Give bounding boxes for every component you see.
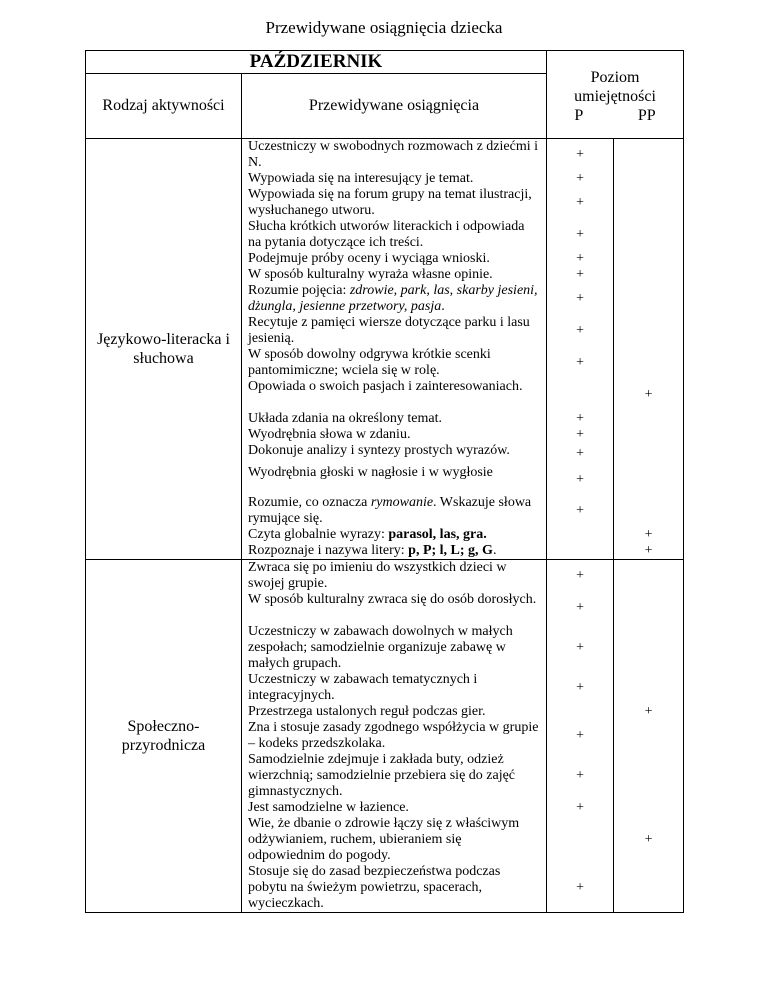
achievement-item: Uczestniczy w zabawach dowolnych w małych zespołach; samodzielnie organizuje zabawę w małych grupach.	[248, 624, 513, 671]
p-mark: +	[576, 227, 584, 242]
level-pp-label: PP	[637, 106, 656, 124]
pp-mark	[614, 624, 683, 672]
p-mark: +	[576, 195, 584, 210]
achievement-item: Recytuje z pamięci wiersze dotyczące parku i lasu jesienią.	[248, 315, 530, 346]
p-mark: +	[576, 472, 584, 487]
pp-mark	[614, 720, 683, 752]
p-mark: +	[576, 680, 584, 695]
pp-mark	[614, 443, 683, 465]
achievements-header: Przewidywane osiągnięcia	[242, 74, 547, 139]
category-cell	[86, 139, 242, 560]
achievement-item: Rozpoznaje i nazywa litery: p, P; l, L; g, G.	[248, 543, 497, 558]
p-mark: +	[576, 446, 584, 461]
achievement-item: Wyodrębnia głoski w nagłosie i w wygłosie	[248, 465, 493, 480]
pp-mark	[614, 864, 683, 912]
pp-mark	[614, 315, 683, 347]
section-row	[86, 139, 684, 560]
pp-mark: +	[644, 387, 653, 402]
p-marks-cell	[547, 560, 614, 913]
achievements-table	[85, 50, 684, 913]
p-marks-cell	[547, 139, 614, 560]
achievement-item: Wypowiada się na interesujący je temat.	[248, 171, 474, 186]
pp-mark	[614, 672, 683, 704]
pp-mark	[614, 592, 683, 624]
level-p-label: P	[574, 106, 584, 124]
achievement-item: Stosuje się do zasad bezpieczeństwa podczas pobytu na świeżym powietrzu, spacerach, wycieczkach.	[248, 864, 501, 911]
pp-mark: +	[644, 543, 653, 558]
p-mark: +	[576, 291, 584, 306]
pp-mark	[614, 427, 683, 443]
achievement-item: Zwraca się po imieniu do wszystkich dzieci w swojej grupie.	[248, 560, 507, 591]
pp-marks-cell	[614, 139, 684, 560]
p-mark: +	[576, 503, 584, 518]
achievement-item: Samodzielnie zdejmuje i zakłada buty, odzież wierzchnią; samodzielnie przebiera się do zajęć gimnastycznych.	[248, 752, 516, 799]
p-mark	[547, 527, 613, 543]
achievement-item: Zna i stosuje zasady zgodnego współżycia w grupie – kodeks przedszkolaka.	[248, 720, 539, 751]
pp-mark	[614, 219, 683, 251]
p-mark: +	[576, 600, 584, 615]
pp-mark	[614, 752, 683, 800]
achievement-item: Dokonuje analizy i syntezy prostych wyrazów.	[248, 443, 510, 458]
p-mark: +	[576, 880, 584, 895]
achievements-cell	[242, 139, 547, 560]
p-mark: +	[576, 568, 584, 583]
pp-mark	[614, 187, 683, 219]
achievement-item: W sposób kulturalny zwraca się do osób dorosłych.	[248, 592, 537, 607]
p-mark	[547, 704, 613, 720]
p-mark	[547, 816, 613, 864]
pp-mark	[614, 800, 683, 816]
p-mark: +	[576, 355, 584, 370]
month-header: PAŹDZIERNIK	[86, 51, 547, 74]
pp-mark	[614, 560, 683, 592]
achievement-item: Wypowiada się na forum grupy na temat ilustracji, wysłuchanego utworu.	[248, 187, 532, 218]
pp-mark	[614, 283, 683, 315]
p-mark: +	[576, 267, 584, 282]
p-mark: +	[576, 427, 584, 442]
achievement-item: Czyta globalnie wyrazy: parasol, las, gra.	[248, 527, 487, 542]
pp-mark: +	[644, 704, 653, 719]
achievement-item: Przestrzega ustalonych reguł podczas gier.	[248, 704, 486, 719]
p-mark: +	[576, 411, 584, 426]
achievement-item: Wyodrębnia słowa w zdaniu.	[248, 427, 411, 442]
pp-mark: +	[644, 832, 653, 847]
p-mark: +	[576, 728, 584, 743]
p-mark	[547, 379, 613, 411]
pp-mark	[614, 495, 683, 527]
achievement-item: Układa zdania na określony temat.	[248, 411, 442, 426]
pp-mark	[614, 267, 683, 283]
achievement-item: Uczestniczy w zabawach tematycznych i integracyjnych.	[248, 672, 478, 703]
achievement-item: Rozumie, co oznacza rymowanie. Wskazuje słowa rymujące się.	[248, 495, 532, 526]
achievement-item: Jest samodzielne w łazience.	[248, 800, 409, 815]
p-mark: +	[576, 640, 584, 655]
level-label: Poziom umiejętności	[574, 68, 656, 105]
achievement-item: Rozumie pojęcia: zdrowie, park, las, skarby jesieni, dżungla, jesienne przetwory, pasja.	[248, 283, 538, 314]
section-row	[86, 560, 684, 913]
pp-mark	[614, 251, 683, 267]
category-label: Językowo-literacka i słuchowa	[97, 331, 230, 367]
achievement-item: Wie, że dbanie o zdrowie łączy się z właściwym odżywianiem, ruchem, ubieraniem się odpowiednim do pogody.	[248, 816, 520, 863]
pp-mark	[614, 139, 683, 171]
p-mark: +	[576, 251, 584, 266]
achievement-item: Uczestniczy w swobodnych rozmowach z dziećmi i N.	[248, 139, 539, 170]
pp-mark: +	[644, 527, 653, 542]
category-label: Społeczno-przyrodnicza	[121, 718, 206, 754]
achievement-item: Podejmuje próby oceny i wyciąga wnioski.	[248, 251, 490, 266]
achievement-item: Opowiada o swoich pasjach i zainteresowaniach.	[248, 379, 523, 394]
achievement-item: W sposób kulturalny wyraża własne opinie.	[248, 267, 493, 282]
p-mark: +	[576, 800, 584, 815]
pp-marks-cell	[614, 560, 684, 913]
activity-header: Rodzaj aktywności	[86, 74, 242, 139]
pp-mark	[614, 347, 683, 379]
achievements-cell	[242, 560, 547, 913]
category-cell	[86, 560, 242, 913]
p-mark: +	[576, 171, 584, 186]
achievement-item: W sposób dowolny odgrywa krótkie scenki pantomimiczne; wciela się w rolę.	[248, 347, 491, 378]
pp-mark	[614, 411, 683, 427]
p-mark: +	[576, 323, 584, 338]
p-mark: +	[576, 147, 584, 162]
p-mark	[547, 543, 613, 559]
p-mark: +	[576, 768, 584, 783]
pp-mark	[614, 465, 683, 495]
pp-mark	[614, 171, 683, 187]
level-header	[547, 51, 684, 139]
achievement-item: Słucha krótkich utworów literackich i odpowiada na pytania dotyczące ich treści.	[248, 219, 525, 250]
document-title: Przewidywane osiągnięcia dziecka	[265, 18, 503, 37]
